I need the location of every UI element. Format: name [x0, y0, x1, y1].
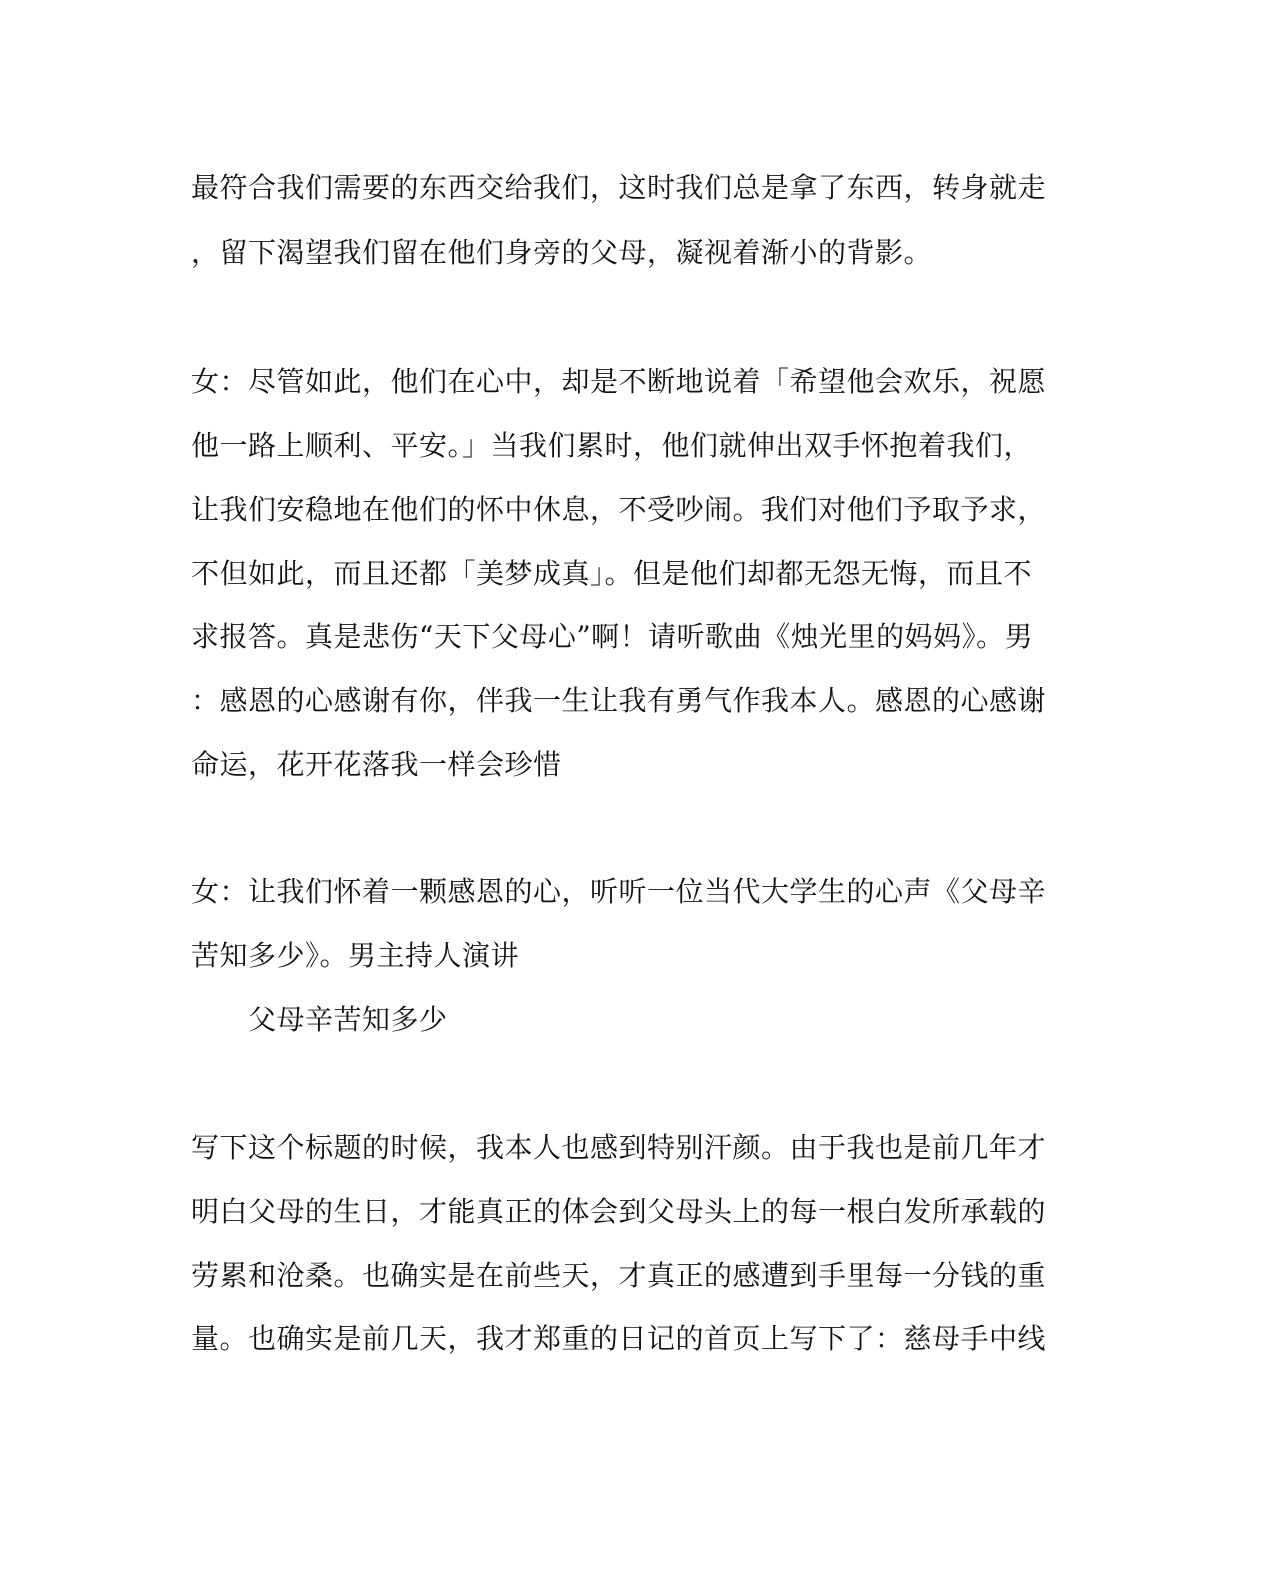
text-line: ：感恩的心感谢有你，伴我一生让我有勇气作我本人。感恩的心感谢 [191, 684, 1047, 717]
text-line: ，留下渴望我们留在他们身旁的父母，凝视着渐小的背影。 [191, 236, 933, 269]
text-line: 让我们安稳地在他们的怀中休息，不受吵闹。我们对他们予取予求， [191, 493, 1047, 526]
section-title: 父母辛苦知多少 [248, 1003, 448, 1036]
text-line: 量。也确实是前几天，我才郑重的日记的首页上写下了：慈母手中线 [191, 1322, 1047, 1355]
text-line: 女：尽管如此，他们在心中，却是不断地说着「希望他会欢乐，祝愿 [191, 365, 1047, 398]
text-line: 命运，花开花落我一样会珍惜 [191, 748, 562, 781]
text-line: 写下这个标题的时候，我本人也感到特别汗颜。由于我也是前几年才 [191, 1131, 1047, 1164]
text-line: 明白父母的生日，才能真正的体会到父母头上的每一根白发所承载的 [191, 1195, 1047, 1228]
text-line: 他一路上顺利、平安。」当我们累时，他们就伸出双手怀抱着我们， [191, 429, 1033, 462]
text-line: 不但如此，而且还都「美梦成真」。但是他们却都无怨无悔，而且不 [191, 557, 1033, 590]
text-line: 劳累和沧桑。也确实是在前些天，才真正的感遭到手里每一分钱的重 [191, 1259, 1047, 1292]
text-line: 苦知多少》。男主持人演讲 [191, 939, 520, 972]
text-line: 最符合我们需要的东西交给我们，这时我们总是拿了东西，转身就走 [191, 171, 1047, 204]
text-line: 女：让我们怀着一颗感恩的心，听听一位当代大学生的心声《父母辛 [191, 875, 1047, 908]
text-line: 求报答。真是悲伤“天下父母心”啊！请听歌曲《烛光里的妈妈》。男 [191, 620, 1034, 653]
